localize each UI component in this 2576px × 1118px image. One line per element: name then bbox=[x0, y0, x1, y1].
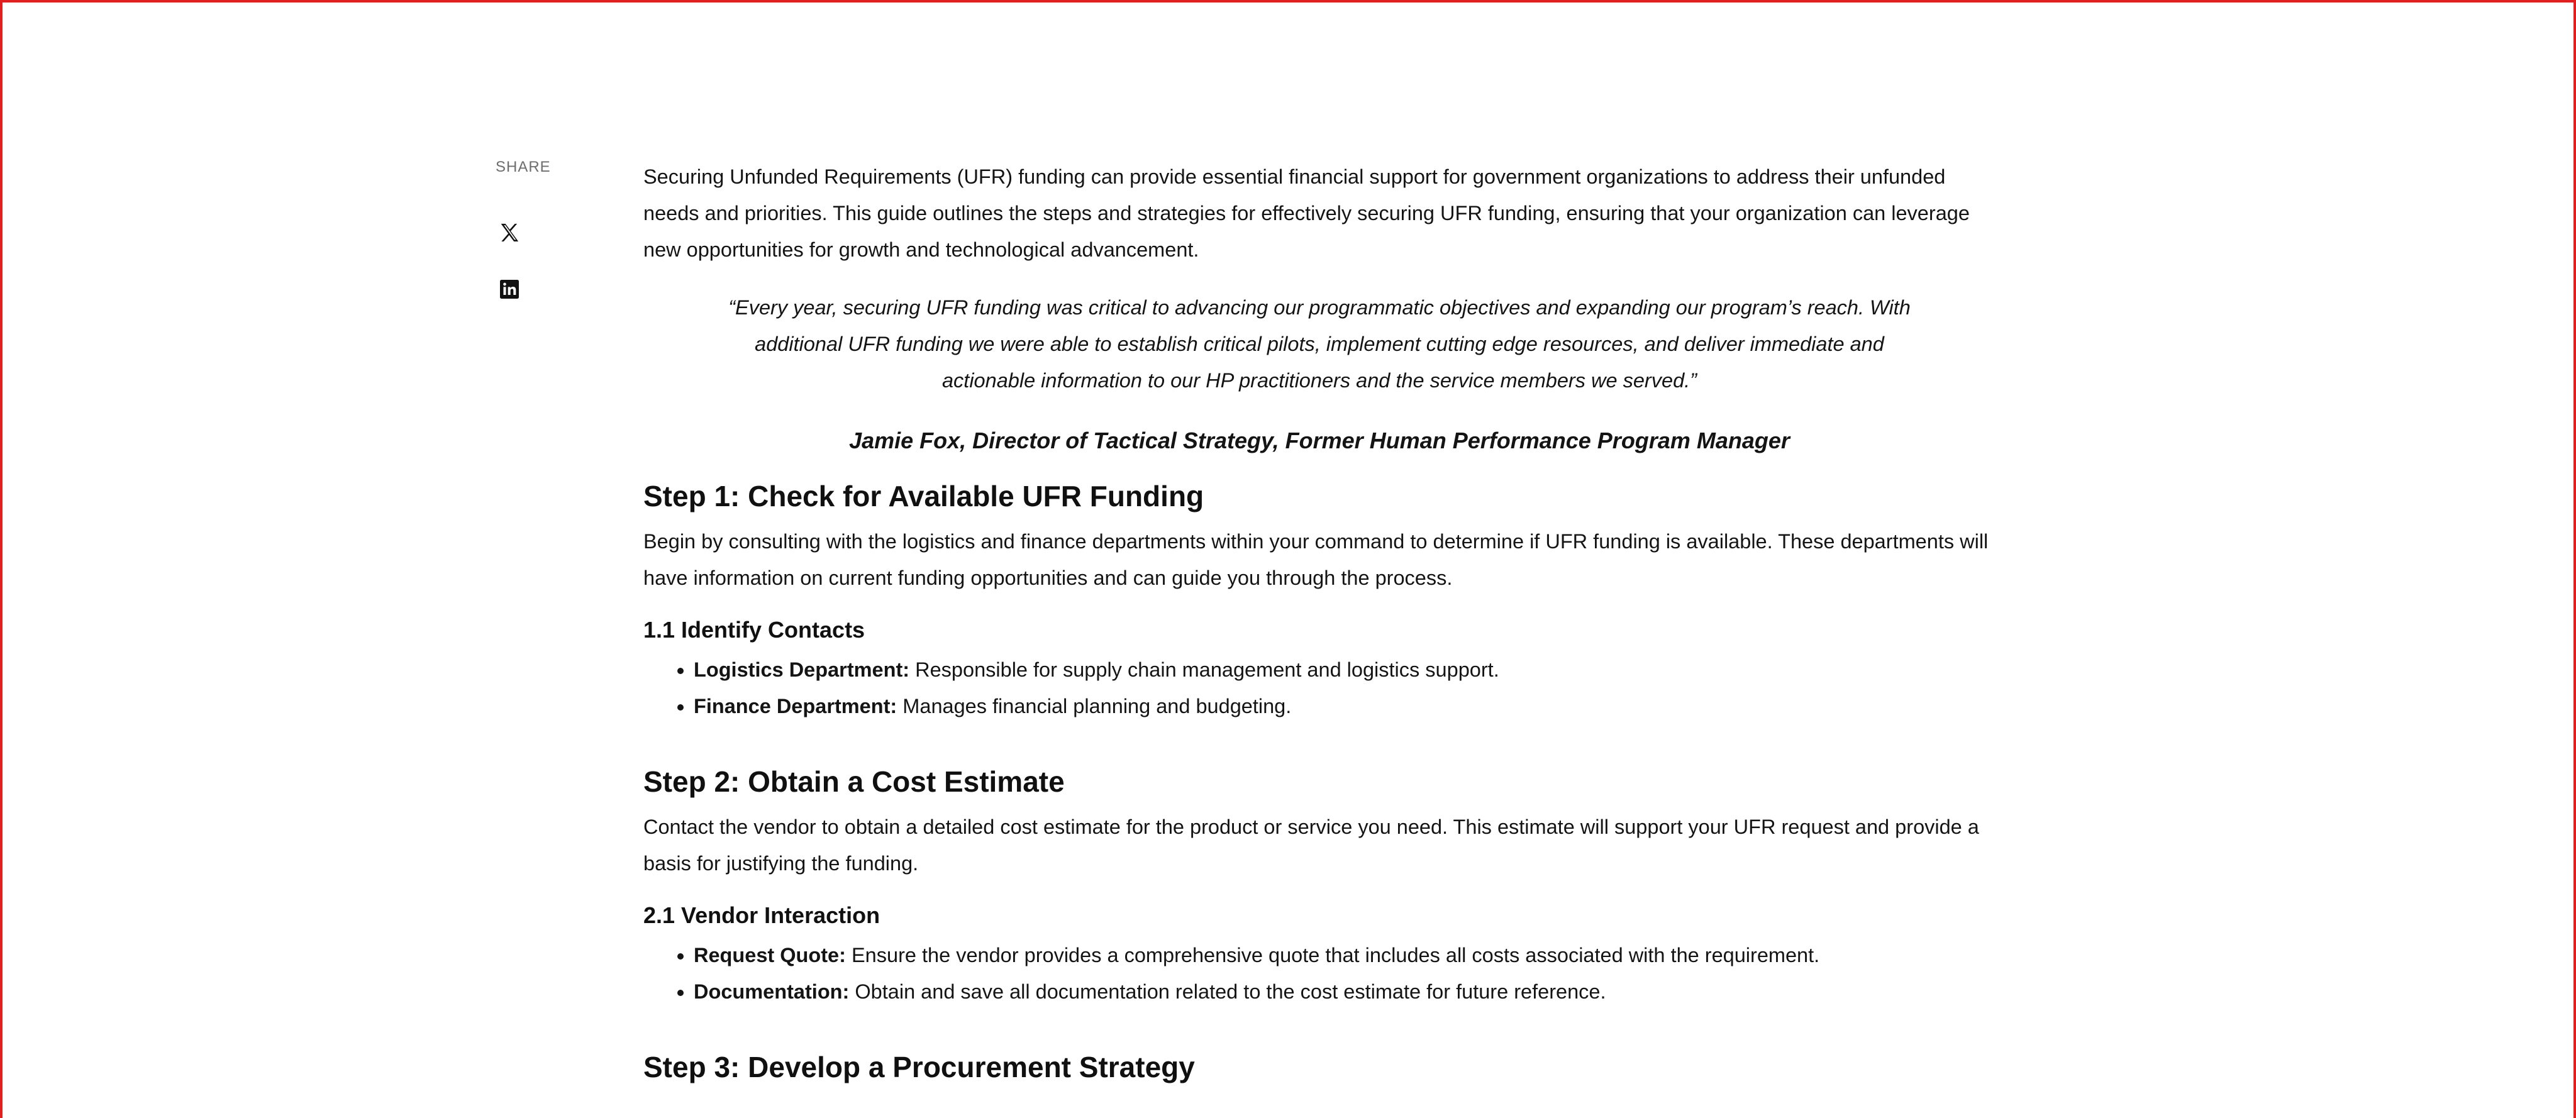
list-item bbox=[694, 651, 1996, 688]
x-icon[interactable] bbox=[497, 220, 522, 245]
list-item bbox=[694, 937, 1996, 973]
step-1-subheading: 1.1 Identify Contacts bbox=[643, 617, 865, 643]
list-item-term: Request Quote: bbox=[694, 944, 846, 966]
list-item-text: Obtain and save all documentation related to the cost estimate for future reference. bbox=[849, 980, 1606, 1003]
testimonial-quote: “Every year, securing UFR funding was critical to advancing our programmatic objectives and expanding our program’s reach. With additional UFR funding we were able to establish critical pilots, implement cutting edge resources, and deliver immediate and actionable information to our HP practitioners and the service members we served.” bbox=[728, 296, 1911, 392]
step-2-paragraph: Contact the vendor to obtain a detailed cost estimate for the product or service you need. This estimate will support your UFR request and provide a basis for justifying the funding. bbox=[643, 816, 1979, 875]
vendor-list bbox=[643, 937, 1996, 1010]
article-body bbox=[643, 151, 1996, 1088]
list-item-term: Finance Department: bbox=[694, 695, 897, 717]
quote-attribution: Jamie Fox, Director of Tactical Strategy, Former Human Performance Program Manager bbox=[849, 428, 1790, 453]
share-label: SHARE bbox=[496, 158, 551, 175]
step-2-heading: Step 2: Obtain a Cost Estimate bbox=[643, 765, 1065, 798]
step-1-heading: Step 1: Check for Available UFR Funding bbox=[643, 480, 1204, 512]
linkedin-icon[interactable] bbox=[497, 277, 522, 302]
step-1-paragraph: Begin by consulting with the logistics and finance departments within your command to determine if UFR funding is available. These departments will have information on current funding opportunities and can guide you through the process. bbox=[643, 530, 1989, 589]
intro-paragraph: Securing Unfunded Requirements (UFR) funding can provide essential financial support for government organizations to address their unfunded needs and priorities. This guide outlines the steps and strategies for effectively securing UFR funding, ensuring that your organization can leverage new opportunities for growth and technological advancement. bbox=[643, 165, 1970, 261]
list-item-term: Documentation: bbox=[694, 980, 850, 1003]
list-item bbox=[694, 973, 1996, 1010]
step-2-subheading: 2.1 Vendor Interaction bbox=[643, 902, 880, 928]
list-item-text: Manages financial planning and budgeting. bbox=[897, 695, 1292, 717]
list-item-text: Responsible for supply chain management and logistics support. bbox=[909, 658, 1499, 681]
linkedin-logo-glyph bbox=[497, 277, 522, 302]
list-item-term: Logistics Department: bbox=[694, 658, 910, 681]
list-item-text: Ensure the vendor provides a comprehensive quote that includes all costs associated with the requirement. bbox=[845, 944, 1820, 966]
x-logo-glyph bbox=[497, 220, 522, 245]
step-3-heading: Step 3: Develop a Procurement Strategy bbox=[643, 1051, 1195, 1083]
contacts-list bbox=[643, 651, 1996, 724]
list-item bbox=[694, 688, 1996, 724]
